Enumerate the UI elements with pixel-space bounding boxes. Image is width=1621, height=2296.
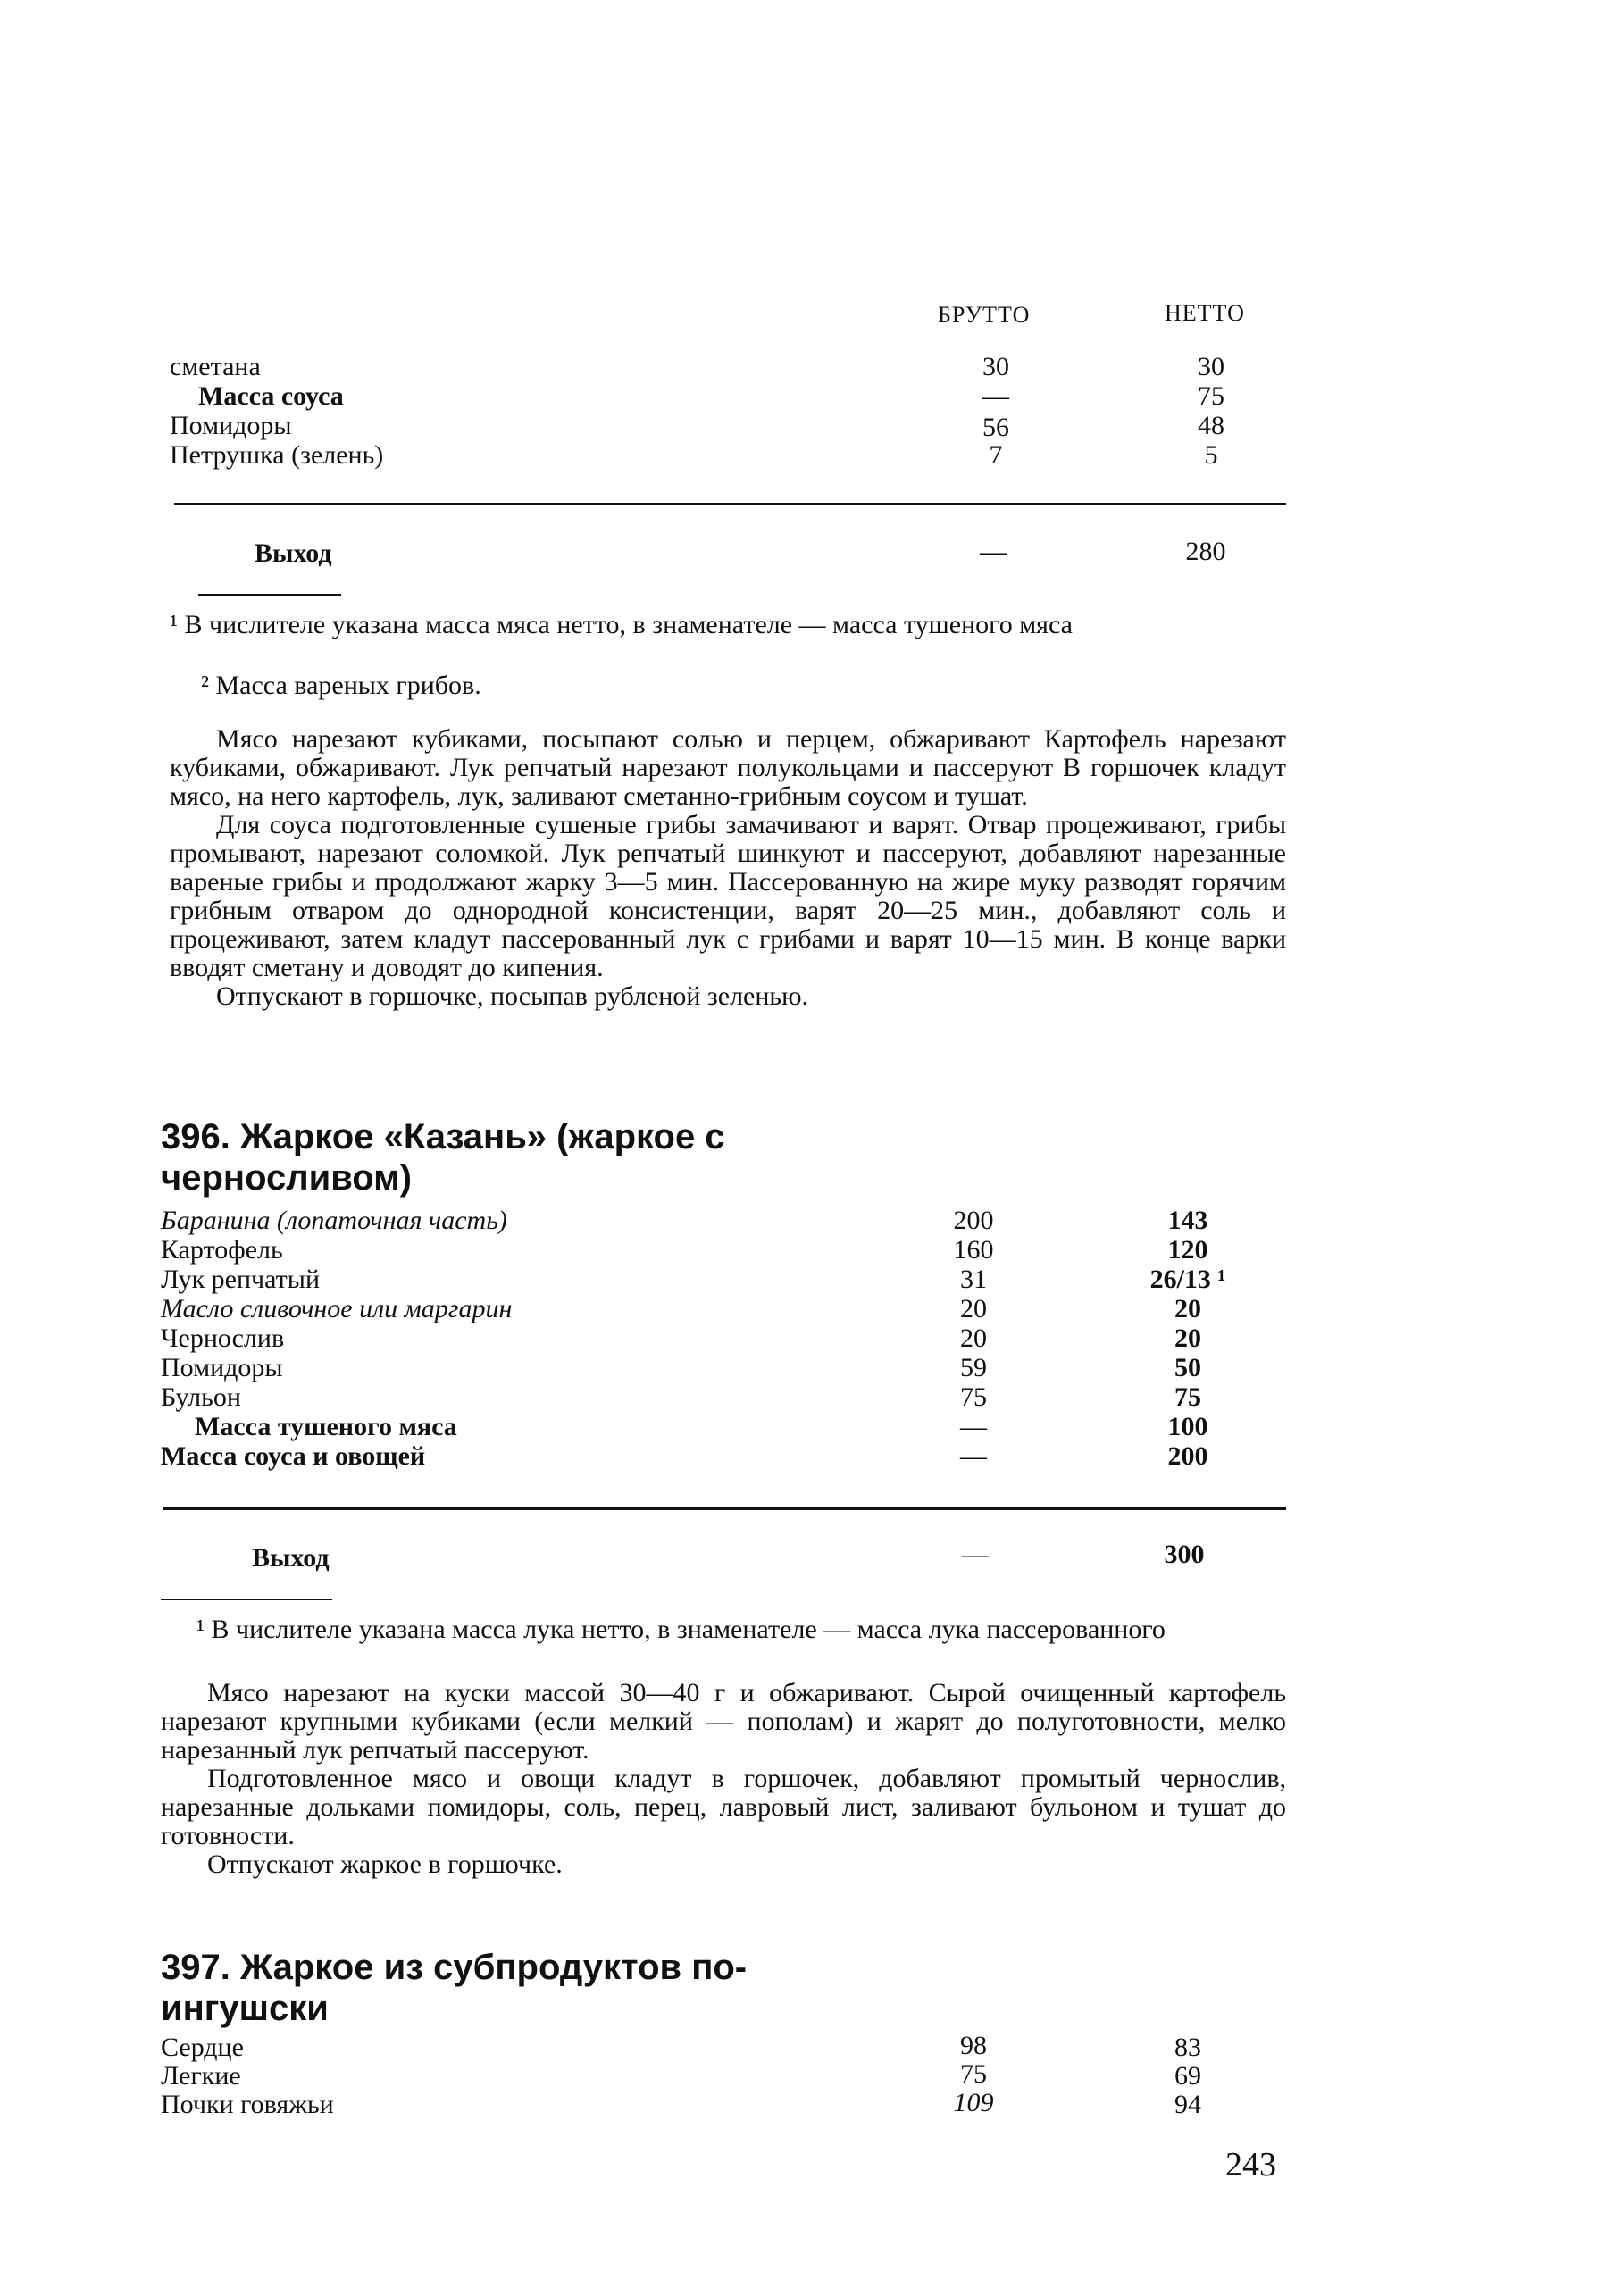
ingredient-netto: 143 [1167, 1206, 1208, 1235]
ingredient-netto: 200 [1167, 1441, 1208, 1471]
ingredient-name: сметана [170, 352, 261, 381]
ingredient-name: Баранина (лопаточная часть) [161, 1206, 507, 1235]
ingredient-brutto: 160 [953, 1235, 994, 1265]
ingredient-brutto: 56 [982, 413, 1009, 442]
method-paragraph: Мясо нарезают кубиками, посыпают солью и перцем, обжаривают Картофель нарезают кубиками, обжаривают. Лук репчатый нарезают полукольцами и пассеруют В горшочек кладут мясо, на него картофель, лук, заливают сметанно-грибным соусом и тушат. [170, 724, 1286, 811]
method-paragraph: Отпускают жаркое в горшочке. [207, 1849, 563, 1879]
ingredient-name: Картофель [161, 1235, 283, 1265]
ingredient-netto: 20 [1174, 1323, 1201, 1353]
ingredient-brutto: 75 [960, 1382, 987, 1412]
output-label: Выход [255, 539, 332, 568]
ingredient-name: Бульон [161, 1382, 241, 1412]
ingredient-name: Масса соуса [198, 381, 344, 411]
column-header-brutto: БРУТТО [938, 302, 1031, 328]
footnote-1: ¹ В числителе указана масса лука нетто, в знаменателе — масса лука пассерованного [196, 1615, 1166, 1644]
method-paragraph: Подготовленное мясо и овощи кладут в горшочек, добавляют промытый чернослив, нарезанные дольками помидоры, соль, перец, лавровый лист, заливают бульоном и тушат до готовности. [161, 1764, 1286, 1850]
ingredient-brutto: 98 [960, 2031, 987, 2060]
ingredient-name: Масса тушеного мяса [195, 1412, 457, 1441]
ingredient-netto: 5 [1204, 440, 1218, 470]
recipe-title: 396. Жаркое «Казань» (жаркое с черносливом) [161, 1117, 725, 1198]
table-rule [174, 503, 1286, 505]
ingredient-name: Масло сливочное или маргарин [161, 1294, 513, 1323]
ingredient-netto: 75 [1174, 1382, 1201, 1412]
ingredient-brutto: 200 [953, 1206, 994, 1235]
ingredient-netto: 83 [1174, 2033, 1201, 2062]
ingredient-brutto: 59 [960, 1353, 987, 1382]
ingredient-netto: 120 [1167, 1235, 1208, 1265]
ingredient-brutto: 75 [960, 2059, 987, 2089]
ingredient-netto: 94 [1174, 2090, 1201, 2119]
ingredient-brutto: 109 [953, 2088, 994, 2117]
ingredient-name: Петрушка (зелень) [170, 440, 384, 470]
ingredient-brutto: 20 [960, 1323, 987, 1353]
ingredient-netto: 30 [1198, 352, 1224, 381]
footnote-1: ¹ В числителе указана масса мяса нетто, в знаменателе — масса тушеного мяса [170, 610, 1073, 639]
output-brutto: — [962, 1540, 989, 1569]
ingredient-name: Лук репчатый [161, 1265, 320, 1294]
footnote-2: ² Масса вареных грибов. [201, 671, 481, 700]
method-paragraph: Отпускают в горшочке, посыпав рубленой зеленью. [216, 981, 809, 1011]
method-text [161, 1679, 1286, 1879]
ingredient-brutto: 7 [989, 440, 1003, 470]
output-label: Выход [252, 1543, 330, 1573]
column-header-netto: НЕТТО [1165, 300, 1245, 326]
ingredient-name: Сердце [161, 2033, 244, 2062]
recipe-title: 397. Жаркое из субпродуктов по-ингушски [161, 1948, 748, 2028]
ingredient-netto: 50 [1174, 1353, 1201, 1382]
footnote-rule [161, 1599, 332, 1600]
ingredient-netto: 69 [1174, 2061, 1201, 2091]
ingredient-name: Чернослив [161, 1323, 285, 1353]
ingredient-brutto: 20 [960, 1294, 987, 1323]
ingredient-brutto: — [960, 1441, 987, 1471]
ingredient-netto: 20 [1174, 1294, 1201, 1323]
ingredient-brutto: — [982, 381, 1009, 411]
output-netto: 280 [1185, 537, 1226, 566]
page-number: 243 [1225, 2146, 1276, 2183]
table-rule [163, 1507, 1286, 1510]
ingredient-name: Масса соуса и овощей [161, 1441, 426, 1471]
footnote-rule [198, 594, 341, 596]
output-brutto: — [980, 537, 1007, 566]
ingredient-brutto: 31 [960, 1265, 987, 1294]
ingredient-netto: 26/13 ¹ [1149, 1265, 1226, 1294]
ingredient-netto: 75 [1198, 381, 1224, 411]
ingredient-brutto: — [960, 1412, 987, 1441]
ingredient-brutto: 30 [982, 352, 1009, 381]
ingredient-name: Помидоры [161, 1353, 283, 1382]
ingredient-name: Легкие [161, 2061, 241, 2091]
ingredient-netto: 100 [1167, 1412, 1208, 1441]
ingredient-name: Почки говяжьи [161, 2090, 334, 2119]
method-paragraph: Для соуса подготовленные сушеные грибы замачивают и варят. Отвар процеживают, грибы промывают, нарезают соломкой. Лук репчатый шинкуют и пассеруют, добавляют нарезанные вареные грибы и продолжают жарку 3—5 мин. Пассерованную на жире муку разводят горячим грибным отваром до однородной консистенции, варят 20—25 мин., добавляют соль и процеживают, затем кладут пассерованный лук с грибами и варят 10—15 мин. В конце варки вводят сметану и доводят до кипения. [170, 810, 1286, 982]
method-paragraph: Мясо нарезают на куски массой 30—40 г и обжаривают. Сырой очищенный картофель нарезают крупными кубиками (если мелкий — пополам) и жарят до полуготовности, мелко нарезанный лук репчатый пассеруют. [161, 1678, 1286, 1765]
ingredient-netto: 48 [1198, 411, 1224, 440]
ingredient-name: Помидоры [170, 411, 292, 440]
output-netto: 300 [1164, 1540, 1205, 1569]
method-text [170, 725, 1286, 1011]
